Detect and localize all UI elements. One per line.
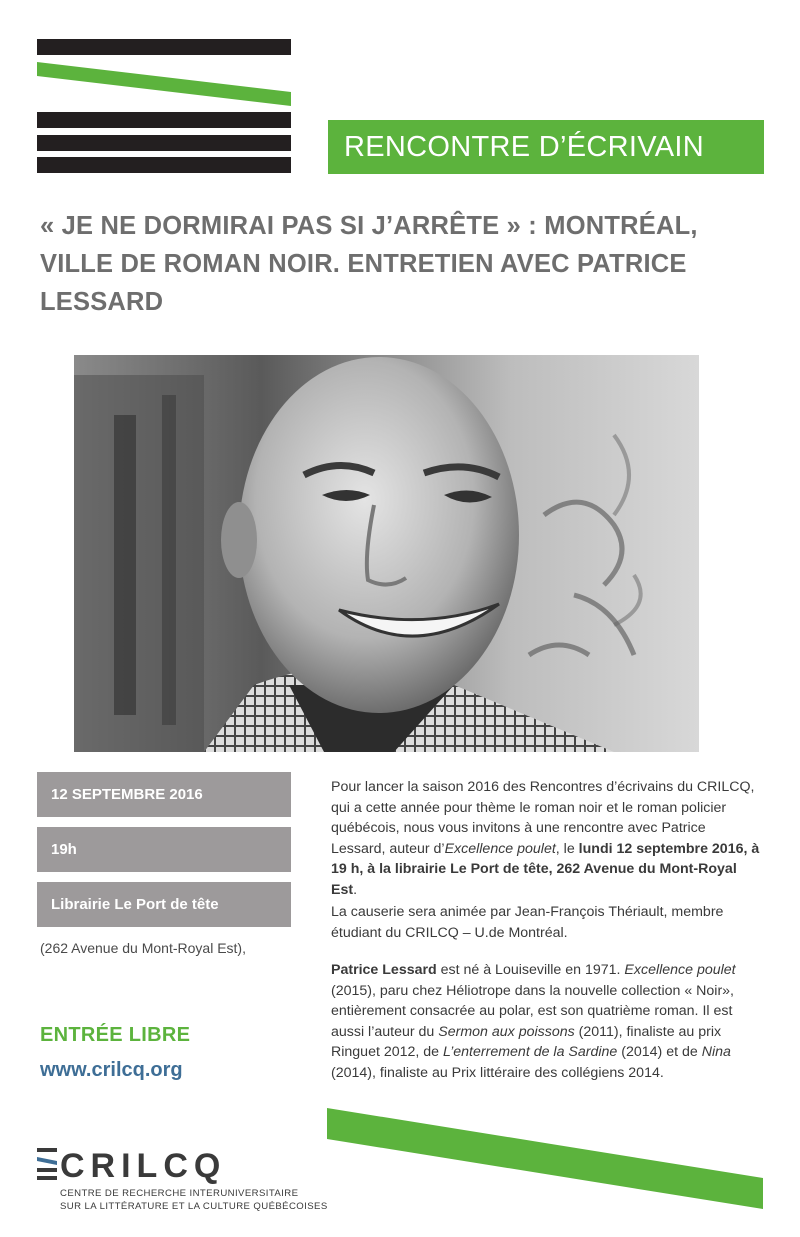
event-time-box	[37, 827, 291, 872]
crilcq-logo-subtitle	[60, 1187, 328, 1213]
decor-stripe-2	[37, 112, 291, 128]
bio-text-c: (2011), finaliste au prix Ringuet 2012, de	[331, 1023, 722, 1060]
intro-text-end: .	[353, 881, 358, 898]
intro-paragraph	[331, 777, 763, 900]
decor-green-slant-bottom	[327, 1108, 767, 1212]
event-details-bold: lundi 12 septembre 2016, à 19 h, à la librairie Le Port de tête, 262 Avenue du Mont-Royal Est	[331, 840, 760, 898]
title-line-1: « JE NE DORMIRAI PAS SI J’ARRÊTE » : MONTRÉAL,	[40, 212, 698, 240]
bio-book-4: Nina	[701, 1044, 731, 1060]
moderator-text: La causerie sera animée par Jean-François Thériault, membre étudiant du CRILCQ – U.de Montréal.	[331, 904, 724, 941]
event-venue: Librairie Le Port de tête	[51, 896, 219, 913]
event-title	[40, 207, 760, 321]
moderator-paragraph	[331, 902, 763, 943]
crilcq-logo-mark-icon	[37, 1148, 59, 1182]
intro-text-b: , le	[555, 840, 579, 857]
bio-text-d: (2014) et de	[617, 1044, 702, 1060]
decor-green-slant	[37, 60, 293, 108]
event-date: 12 SEPTEMBRE 2016	[51, 786, 203, 803]
logo-subtitle-line-2: SUR LA LITTÉRATURE ET LA CULTURE QUÉBÉCOISES	[60, 1201, 328, 1212]
event-venue-box	[37, 882, 291, 927]
logo-subtitle-line-1: CENTRE DE RECHERCHE INTERUNIVERSITAIRE	[60, 1188, 299, 1199]
book-title-excellence-poulet: Excellence poulet	[444, 840, 556, 857]
decor-stripe-3	[37, 135, 291, 151]
event-address: (262 Avenue du Mont-Royal Est),	[40, 940, 246, 956]
bio-book-2: Sermon aux poissons	[438, 1023, 575, 1040]
decor-stripe-1	[37, 39, 291, 55]
intro-text-a: Pour lancer la saison 2016 des Rencontres d’écrivains du CRILCQ, qui a cette année pour thème le roman noir et le roman policier québécois, nous vous invitons à une rencontre avec Patrice Lessard, auteur d’	[331, 779, 755, 857]
entry-free-label: ENTRÉE LIBRE	[40, 1024, 191, 1046]
event-date-box	[37, 772, 291, 817]
banner-label: RENCONTRE D’ÉCRIVAIN	[344, 130, 704, 163]
bio-text-b: (2015), paru chez Héliotrope dans la nouvelle collection « Noir», entièrement consacrée au polar, est son quatrième roman. Il est aussi l’auteur du	[331, 982, 734, 1040]
bio-paragraph	[331, 960, 763, 1083]
bio-book-1: Excellence poulet	[624, 962, 736, 978]
author-name: Patrice Lessard	[331, 962, 437, 978]
bio-book-3: L’enterrement de la Sardine	[443, 1044, 618, 1060]
event-time: 19h	[51, 841, 77, 858]
crilcq-logo-wordmark: CRILCQ	[60, 1147, 227, 1185]
title-line-2: VILLE DE ROMAN NOIR. ENTRETIEN AVEC PATRICE	[40, 250, 687, 278]
title-line-3: LESSARD	[40, 288, 164, 316]
decor-stripe-4	[37, 157, 291, 173]
bio-text-e: (2014), finaliste au Prix littéraire des collégiens 2014.	[331, 1064, 664, 1081]
author-portrait-photo	[74, 355, 699, 752]
event-type-banner	[328, 120, 764, 174]
website-link[interactable]: www.crilcq.org	[40, 1059, 183, 1081]
bio-text-a: est né à Louiseville en 1971.	[436, 962, 625, 978]
